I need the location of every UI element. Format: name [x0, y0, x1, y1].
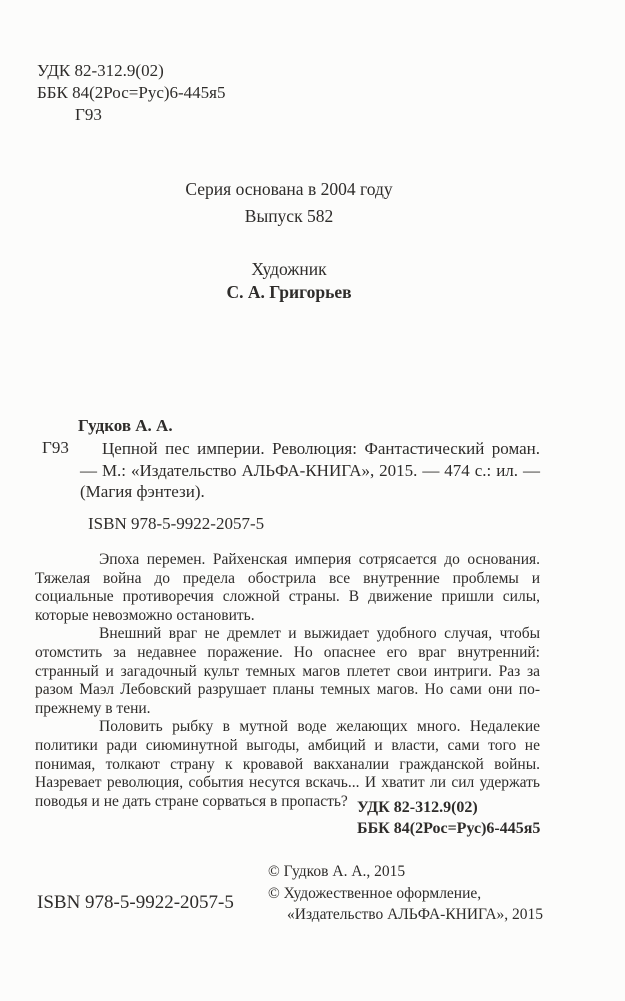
annotation-block — [35, 551, 540, 811]
footer-isbn-number: ISBN 978-5-9922-2057-5 — [37, 892, 234, 913]
artist-block — [0, 258, 578, 304]
annotation-paragraph-1: Эпоха перемен. Райхенская империя сотрясается до основания. Тяжелая война до предела обострила все внутренние проблемы и социальные противоречия сложной страны. В движение пришли силы, которые невозможно остановить. — [35, 551, 540, 624]
header-codes-block — [37, 60, 226, 126]
udk-code: УДК 82-312.9(02) — [37, 61, 164, 80]
isbn-number: ISBN 978-5-9922-2057-5 — [88, 514, 265, 533]
bbk-code: ББК 84(2Рос=Рус)6-445я5 — [37, 83, 226, 102]
series-block — [0, 176, 578, 230]
author-sign-code: Г93 — [75, 105, 102, 124]
series-founded-line: Серия основана в 2004 году — [185, 179, 393, 199]
footer-bbk-code: ББК 84(2Рос=Рус)6-445я5 — [357, 820, 541, 837]
annotation-paragraph-3: Половить рыбку в мутной воде желающих много. Недалекие политики ради сиюминутной выгоды, амбиций и власти, сами того не понимая, толкают страну к кровавой вакханалии гражданской войны. Назревает революция, события несутся вскачь... И хватит ли сил удержать поводья и не дать стране сорваться в пропасть? — [35, 718, 540, 810]
footer-udk-code: УДК 82-312.9(02) — [357, 799, 478, 816]
copyright-publisher-line: «Издательство АЛЬФА-КНИГА», 2015 — [287, 906, 544, 923]
catalog-author: Гудков А. А. — [78, 416, 173, 435]
copyright-author-line: © Гудков А. А., 2015 — [268, 863, 406, 880]
artist-name: С. А. Григорьев — [226, 282, 352, 302]
catalog-author-code: Г93 — [42, 438, 69, 457]
copyright-block — [268, 861, 543, 926]
artist-label: Художник — [251, 259, 327, 279]
series-issue-line: Выпуск 582 — [244, 206, 334, 226]
footer-codes-block — [357, 797, 540, 839]
annotation-paragraph-2: Внешний враг не дремлет и выжидает удобного случая, чтобы отомстить за недавнее поражение. Но опаснее его враг внутренний: странный и загадочный культ темных магов плетет свои интриги. Раз за разом Маэл Лебовский разрушает планы темных магов. Но сами они по-прежнему в тени. — [35, 625, 540, 717]
catalog-description: Цепной пес империи. Революция: Фантастический роман. — М.: «Издательство АЛЬФА-КНИГА», 2015. — 474 с.: ил. — (Магия фэнтези). — [80, 439, 540, 501]
copyright-design-line: © Художественное оформление, — [268, 884, 482, 902]
